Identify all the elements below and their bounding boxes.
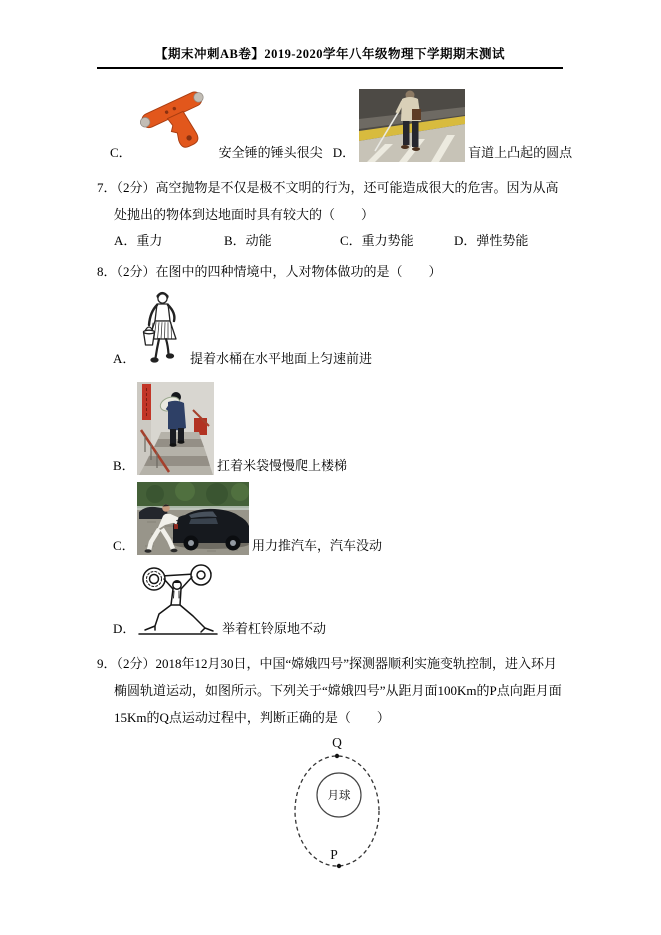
option-d-caption: 盲道上凸起的圆点 (468, 145, 573, 160)
option-a-label: A． (113, 351, 136, 366)
page-content (97, 44, 573, 879)
push-car-photo (137, 482, 249, 555)
option-d2-label: D． (113, 621, 136, 636)
question7-option-a: A．重力 (114, 233, 163, 248)
option-d-label: D． (332, 145, 356, 160)
question9-stem: 9．（2分）2018年12月30日，中国“嫦娥四号”探测器顺利实施变轨控制，进入环月椭圆轨道运动，如图所示。下列关于“嫦娥四号”从距月面100Km的P点向距月面15Km的Q点运动过程中，判断正确的是（ ） (97, 656, 562, 725)
safety-hammer-image (140, 90, 216, 162)
question7-options (97, 232, 563, 250)
point-p-dot (337, 864, 341, 868)
orbit-diagram (260, 733, 420, 879)
exam-title: 【期末冲刺AB卷】2019-2020学年八年级物理下学期期末测试 (154, 47, 506, 61)
question8-stem: 8．（2分）在图中的四种情境中，人对物体做功的是（ ） (97, 264, 442, 279)
option-c-label: C． (110, 145, 132, 160)
hold-barbell-drawing (137, 564, 219, 638)
question8-option-c (97, 482, 563, 555)
carry-bucket-drawing (137, 290, 187, 368)
option-c2-caption: 用力推汽车，汽车没动 (252, 538, 383, 553)
option-b-label: B． (113, 458, 135, 473)
option-b-caption: 扛着米袋慢慢爬上楼梯 (217, 458, 348, 473)
question8-option-b (97, 382, 563, 475)
question7-option-c: C．重力势能 (340, 233, 414, 248)
option-a-caption: 提着水桶在水平地面上匀速前进 (190, 351, 373, 366)
question7-stem: 7．（2分）高空抛物是不仅是极不文明的行为，还可能造成很大的危害。因为从高处抛出的物体到达地面时具有较大的（ ） (97, 180, 559, 222)
option-d2-caption: 举着杠铃原地不动 (222, 621, 327, 636)
question8-option-a (97, 290, 563, 368)
question7-option-d: D．弹性势能 (454, 233, 529, 248)
page-header (97, 44, 563, 69)
option-c-caption: 安全锤的锤头很尖 (218, 145, 323, 160)
climb-stairs-photo (137, 382, 214, 475)
question7-option-b: B．动能 (224, 233, 272, 248)
option-c2-label: C． (113, 538, 135, 553)
question6-image-options (97, 89, 573, 162)
point-p-label: P (330, 847, 338, 862)
question8-option-d (97, 564, 563, 638)
tactile-paving-photo (359, 89, 465, 162)
point-q-label: Q (332, 735, 342, 750)
moon-label: 月球 (327, 790, 351, 802)
question9-diagram (260, 733, 563, 879)
